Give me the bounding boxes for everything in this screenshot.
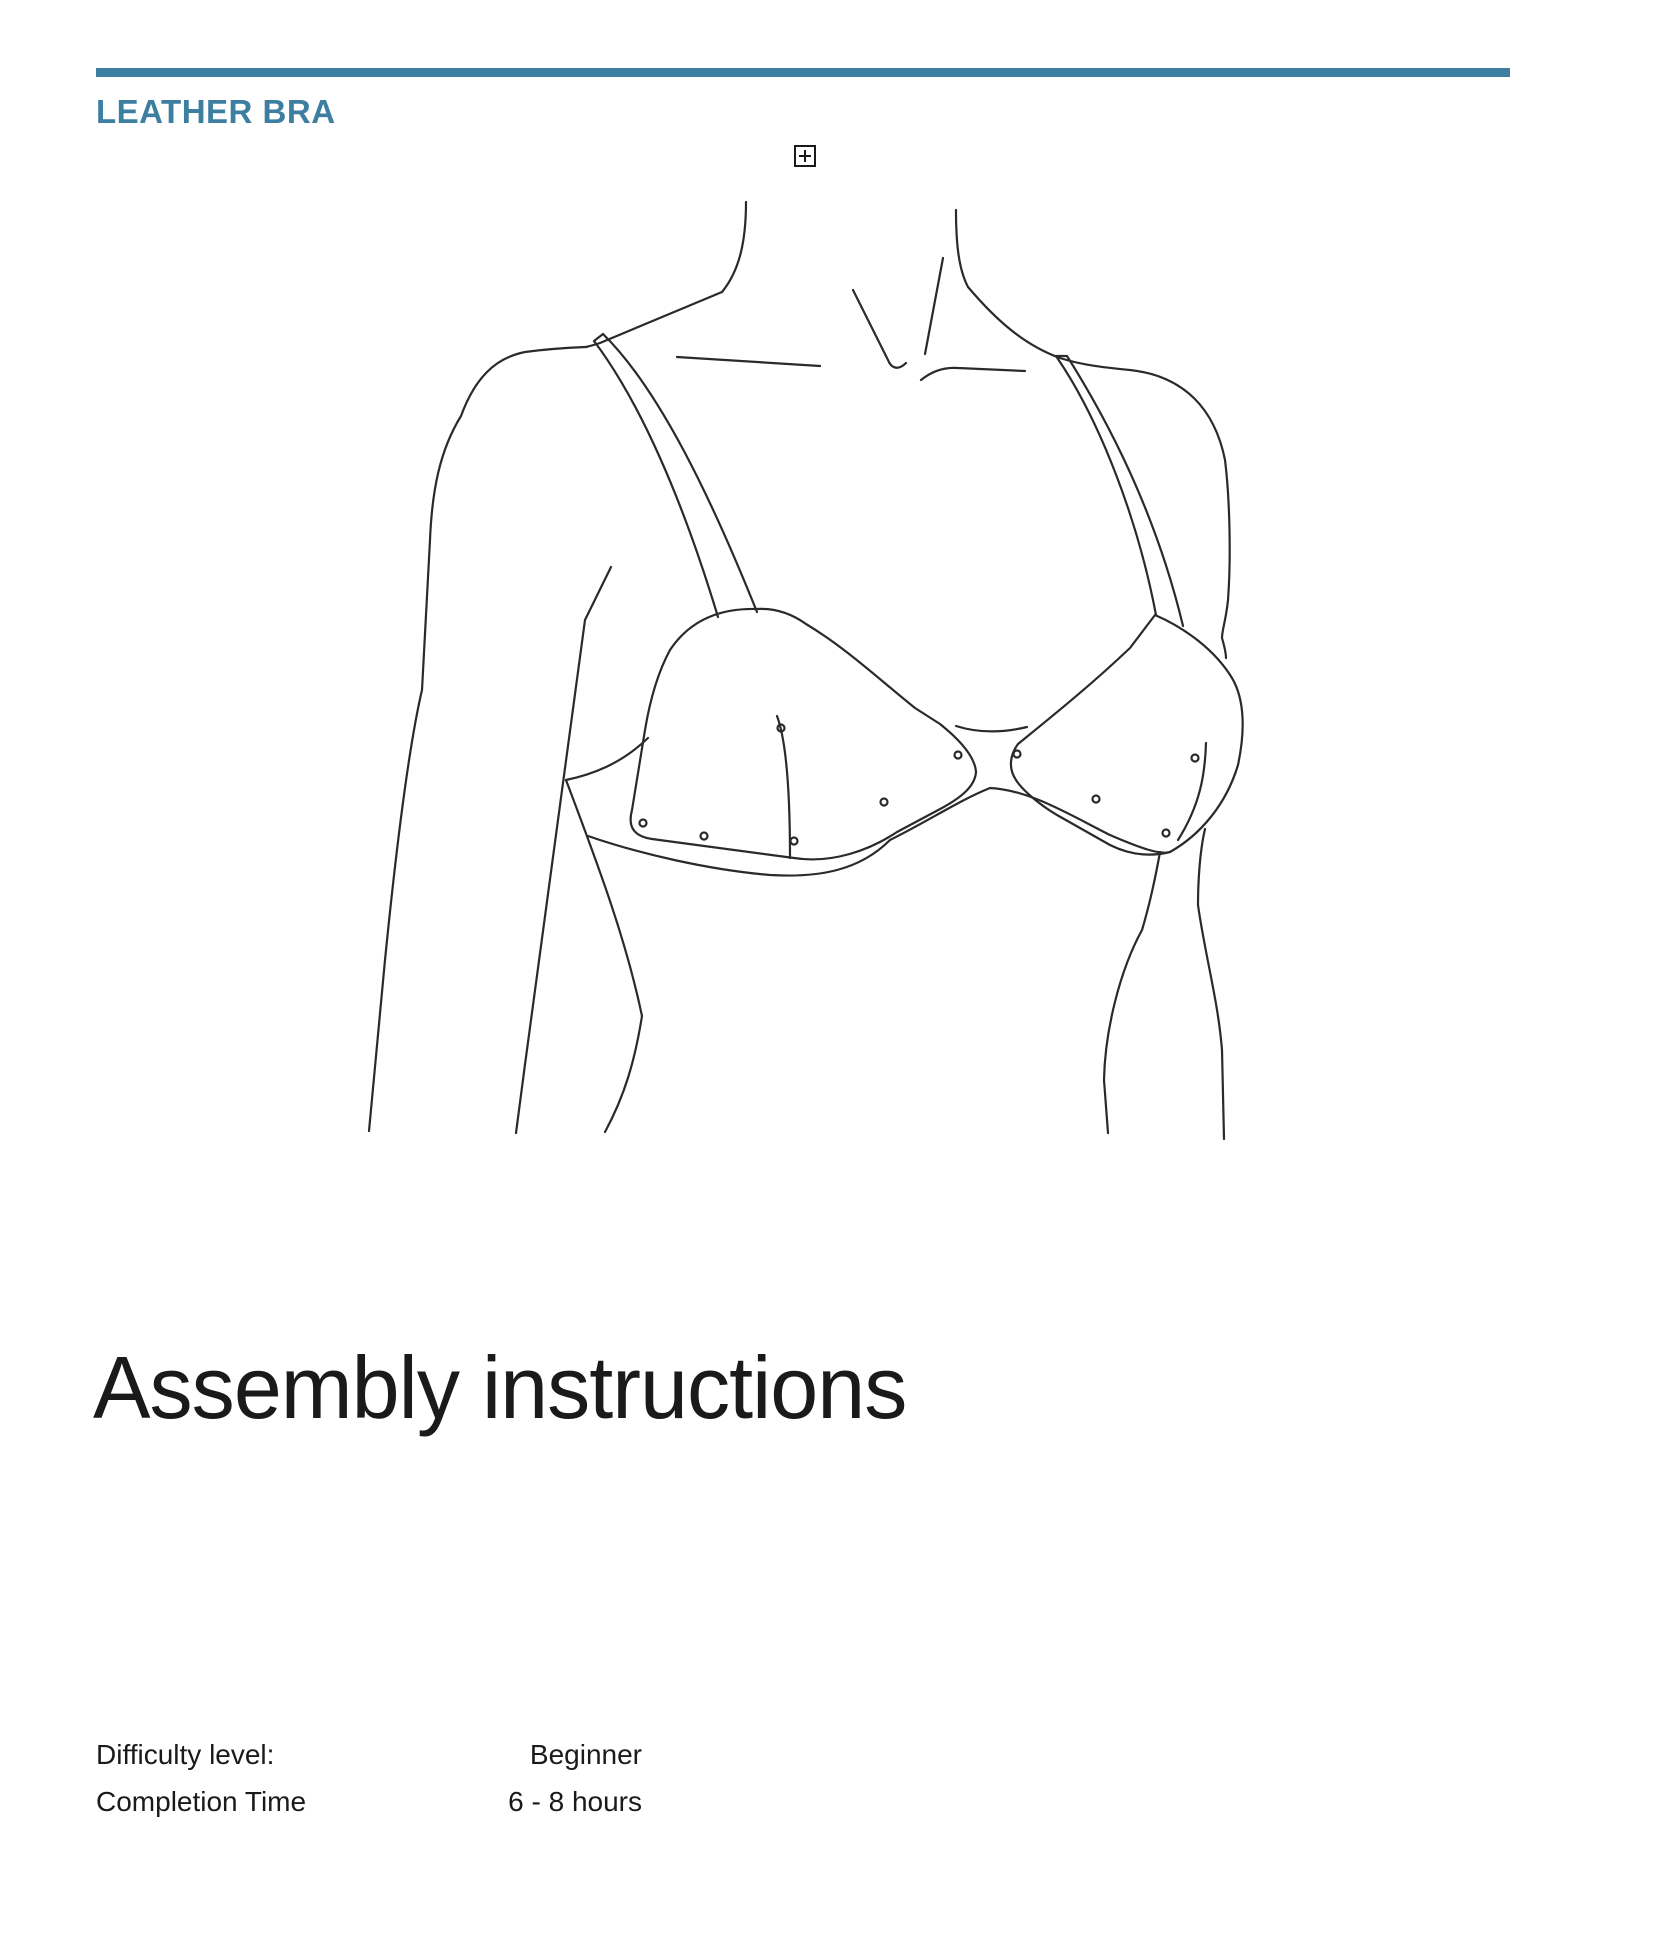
document-header-title: LEATHER BRA (96, 93, 336, 130)
page-title: Assembly instructions (93, 1338, 907, 1437)
completion-time-row (96, 1782, 656, 1829)
difficulty-label: Difficulty level: (96, 1739, 275, 1770)
difficulty-row (96, 1735, 656, 1782)
completion-time-value: 6 - 8 hours (508, 1786, 642, 1817)
project-info-table (96, 1735, 656, 1829)
difficulty-value: Beginner (529, 1739, 642, 1770)
completion-time-label: Completion Time (96, 1786, 307, 1817)
